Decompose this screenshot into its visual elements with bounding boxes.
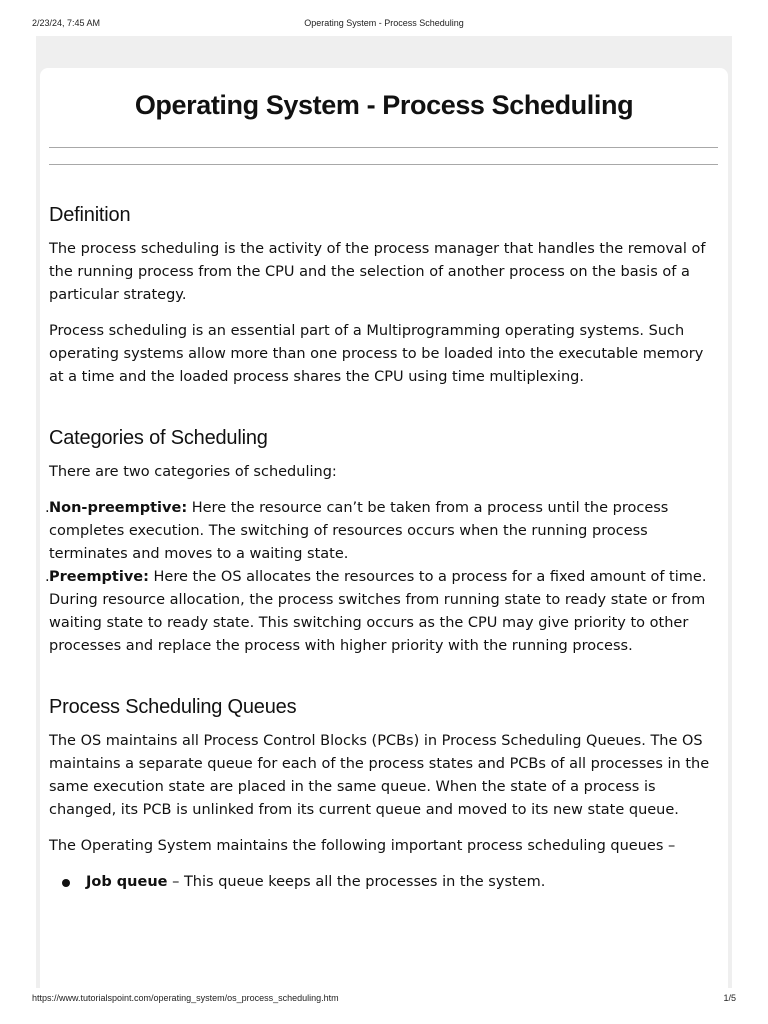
queues-paragraph-2: The Operating System maintains the following important process scheduling queues – bbox=[49, 838, 676, 854]
section-heading-definition: Definition bbox=[49, 204, 131, 226]
list-marker: . bbox=[45, 500, 50, 516]
print-datetime: 2/23/24, 7:45 AM bbox=[32, 18, 101, 28]
queue-description: – This queue keeps all the processes in the system. bbox=[167, 874, 546, 890]
print-url[interactable]: https://www.tutorialspoint.com/operating_system/os_process_scheduling.htm bbox=[32, 993, 339, 1003]
queues-list bbox=[49, 871, 721, 894]
category-item-non-preemptive bbox=[45, 497, 721, 566]
definition-paragraph-2: Process scheduling is an essential part of a Multiprogramming operating systems. Such operating systems allow more than one process to be loaded into the executable memory at a time and the loaded process shares the CPU using time multiplexing. bbox=[49, 323, 704, 385]
print-doc-title: Operating System - Process Scheduling bbox=[304, 18, 464, 28]
category-description: Here the OS allocates the resources to a process for a fixed amount of time. During resource allocation, the process switches from running state to ready state or from waiting state to ready state. This switching occurs as the CPU may give priority to other processes and replace the process with higher priority with the running process. bbox=[49, 569, 707, 654]
categories-list bbox=[45, 497, 721, 658]
category-term: Preemptive: bbox=[49, 569, 149, 585]
categories-intro: There are two categories of scheduling: bbox=[49, 464, 337, 480]
list-marker: . bbox=[45, 569, 50, 585]
print-footer bbox=[0, 993, 768, 1009]
section-heading-categories: Categories of Scheduling bbox=[49, 427, 268, 449]
queues-paragraph-1: The OS maintains all Process Control Blocks (PCBs) in Process Scheduling Queues. The OS maintains a separate queue for each of the process states and PCBs of all processes in the same execution state are placed in the same queue. When the state of a process is changed, its PCB is unlinked from its current queue and moved to its new state queue. bbox=[49, 733, 710, 818]
print-page-number: 1/5 bbox=[723, 993, 736, 1003]
print-header bbox=[0, 18, 768, 34]
definition-paragraph-1: The process scheduling is the activity of the process manager that handles the removal of the running process from the CPU and the selection of another process on the basis of a particular strategy. bbox=[49, 241, 706, 303]
category-term: Non-preemptive: bbox=[49, 500, 188, 516]
title-divider-bottom bbox=[49, 164, 718, 165]
title-divider-top bbox=[49, 147, 718, 148]
bullet-icon bbox=[62, 879, 70, 887]
category-description: Here the resource can’t be taken from a process until the process completes execution. The switching of resources occurs when the running process terminates and moves to a waiting state. bbox=[49, 500, 669, 562]
queue-item-job-queue bbox=[86, 871, 721, 894]
category-item-preemptive bbox=[45, 566, 721, 658]
article-body bbox=[45, 200, 721, 894]
page-title: Operating System - Process Scheduling bbox=[134, 90, 634, 120]
section-heading-queues: Process Scheduling Queues bbox=[49, 696, 297, 718]
queue-term: Job queue bbox=[86, 874, 168, 890]
